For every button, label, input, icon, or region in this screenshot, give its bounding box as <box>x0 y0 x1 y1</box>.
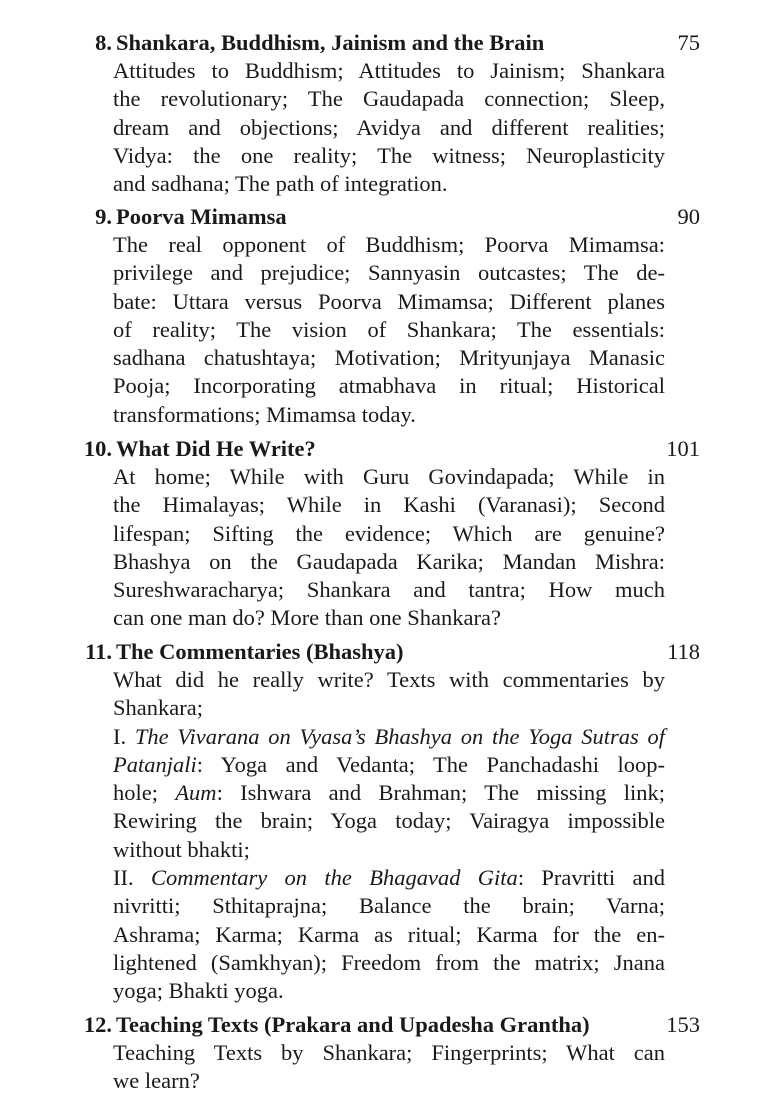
work-title: Commentary on the Bhagavad Gita <box>150 865 518 891</box>
vivarana-line <box>113 751 665 779</box>
summary-text: : Yoga and Vedanta; The Panchadashi loop- <box>196 751 665 777</box>
gita-line <box>113 864 665 892</box>
work-title: The Vivarana on Vyasa’s Bhashya on the Yoga Sutras of <box>134 723 665 749</box>
toc-entry-9 <box>0 203 780 429</box>
summary-line: and sadhana; The path of integration. <box>113 171 448 197</box>
summary-line: the revolutionary; The Gaudapada connection; Sleep, <box>113 86 665 112</box>
summary-line: the Himalayas; While in Kashi (Varanasi); Second <box>113 492 665 518</box>
summary-text: : Pravritti and <box>517 865 665 891</box>
chapter-number: 12. <box>83 1012 112 1037</box>
summary-line: Vidya: the one reality; The witness; Neuroplasticity <box>113 142 665 168</box>
toc-entry-8 <box>0 29 780 198</box>
vivarana-line: Rewiring the brain; Yoga today; Vairagya impossible <box>113 808 665 834</box>
toc-entry-heading[interactable] <box>0 1011 780 1039</box>
toc-entry-heading[interactable] <box>0 435 780 463</box>
summary-line: privilege and prejudice; Sannyasin outcastes; The de- <box>113 260 665 286</box>
summary-line: can one man do? More than one Shankara? <box>113 605 501 631</box>
summary-line: At home; While with Guru Govindapada; While in <box>113 464 665 489</box>
toc-entry-12 <box>0 1011 780 1096</box>
chapter-number: 11. <box>85 639 112 664</box>
summary-line: of reality; The vision of Shankara; The essentials: <box>113 316 665 342</box>
summary-text: : Ishwara and Brahman; The missing link; <box>216 780 665 806</box>
toc-entry-heading[interactable] <box>0 29 780 57</box>
vivarana-line <box>113 723 665 751</box>
chapter-title[interactable]: Teaching Texts (Prakara and Upadesha Grantha) <box>116 1012 590 1037</box>
chapter-summary <box>113 666 665 1006</box>
page-number: 153 <box>666 1012 700 1037</box>
page-number: 118 <box>667 639 700 664</box>
page-number: 101 <box>666 436 700 461</box>
summary-line: bate: Uttara versus Poorva Mimamsa; Different planes <box>113 288 665 314</box>
summary-text: hole; <box>113 780 176 806</box>
gita-line: nivritti; Sthitaprajna; Balance the brain; Varna; <box>113 893 665 919</box>
toc-entry-11 <box>0 638 780 1006</box>
section-prefix: I. <box>113 723 135 749</box>
toc-entry-heading[interactable] <box>0 203 780 231</box>
summary-line: Teaching Texts by Shankara; Fingerprints; What can <box>113 1040 665 1065</box>
summary-line: lifespan; Sifting the evidence; Which are genuine? <box>113 520 665 546</box>
chapter-title[interactable]: The Commentaries (Bhashya) <box>116 639 404 664</box>
term: Aum <box>175 780 217 806</box>
chapter-title[interactable]: Shankara, Buddhism, Jainism and the Brain <box>116 30 545 55</box>
page-number: 90 <box>677 204 700 229</box>
summary-line: Shankara; <box>113 695 203 721</box>
summary-line: transformations; Mimamsa today. <box>113 401 416 427</box>
chapter-summary <box>113 1039 665 1096</box>
chapter-number: 8. <box>95 30 112 55</box>
vivarana-line <box>113 779 665 807</box>
summary-line: we learn? <box>113 1068 200 1094</box>
summary-line: Sureshwaracharya; Shankara and tantra; How much <box>113 577 665 603</box>
vivarana-line: without bhakti; <box>113 836 250 862</box>
summary-line: sadhana chatushtaya; Motivation; Mrityunjaya Manasic <box>113 345 665 371</box>
chapter-summary <box>113 231 665 429</box>
chapter-number: 9. <box>95 204 112 229</box>
summary-line: What did he really write? Texts with commentaries by <box>113 667 665 692</box>
chapter-title[interactable]: What Did He Write? <box>116 436 316 461</box>
page-number: 75 <box>677 30 700 55</box>
chapter-summary <box>113 57 665 198</box>
work-title: Patanjali <box>113 751 197 777</box>
gita-line: yoga; Bhakti yoga. <box>113 978 284 1004</box>
chapter-title[interactable]: Poorva Mimamsa <box>116 204 287 229</box>
toc-entry-10 <box>0 435 780 633</box>
summary-line: The real opponent of Buddhism; Poorva Mimamsa: <box>113 232 665 257</box>
chapter-summary <box>113 463 665 633</box>
chapter-number: 10. <box>83 436 112 461</box>
summary-line: Pooja; Incorporating atmabhava in ritual; Historical <box>113 373 665 399</box>
summary-line: dream and objections; Avidya and different realities; <box>113 114 665 140</box>
gita-line: Ashrama; Karma; Karma as ritual; Karma for the en- <box>113 921 665 947</box>
summary-line: Bhashya on the Gaudapada Karika; Mandan Mishra: <box>113 548 665 574</box>
gita-line: lightened (Samkhyan); Freedom from the matrix; Jnana <box>113 949 665 975</box>
section-prefix: II. <box>113 865 151 891</box>
summary-line: Attitudes to Buddhism; Attitudes to Jainism; Shankara <box>113 58 665 83</box>
toc-entry-heading[interactable] <box>0 638 780 666</box>
